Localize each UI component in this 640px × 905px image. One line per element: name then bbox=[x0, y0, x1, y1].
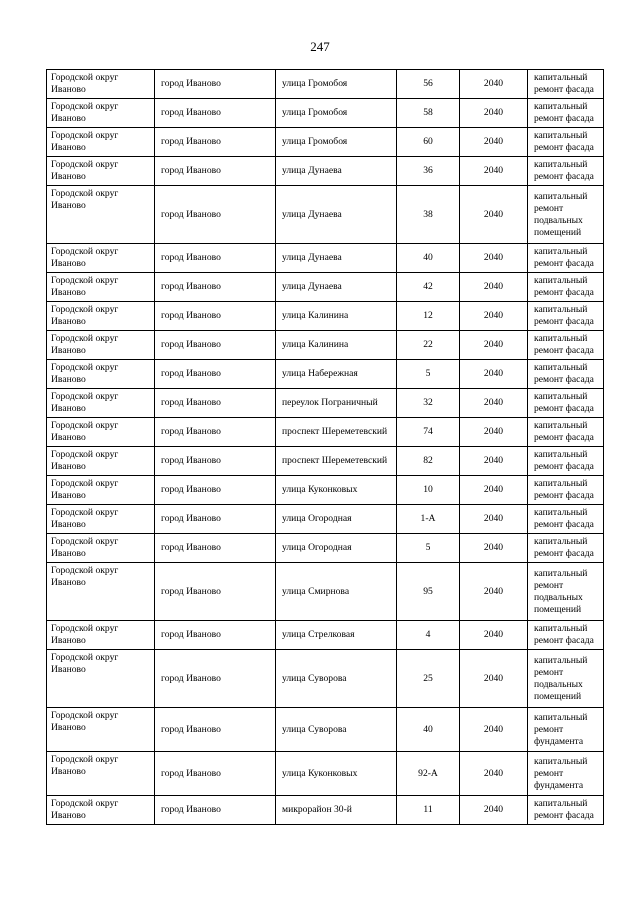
house-number-cell: 12 bbox=[397, 302, 460, 331]
table-row bbox=[47, 534, 604, 563]
table-row bbox=[47, 708, 604, 752]
house-number-cell: 95 bbox=[397, 563, 460, 621]
table-row bbox=[47, 796, 604, 825]
work-type-cell: капитальный ремонт фасада bbox=[528, 796, 604, 825]
street-cell: микрорайон 30-й bbox=[276, 796, 397, 825]
street-cell: улица Дунаева bbox=[276, 157, 397, 186]
year-cell: 2040 bbox=[460, 360, 528, 389]
street-cell: проспект Шереметевский bbox=[276, 418, 397, 447]
page-number: 247 bbox=[310, 39, 330, 54]
work-type-cell: капитальный ремонт фасада bbox=[528, 389, 604, 418]
year-cell: 2040 bbox=[460, 128, 528, 157]
table-row bbox=[47, 447, 604, 476]
work-type-cell: капитальный ремонт подвальных помещений bbox=[528, 563, 604, 621]
house-number-cell: 1-А bbox=[397, 505, 460, 534]
municipality-cell: Городской округ Иваново bbox=[47, 273, 155, 302]
year-cell: 2040 bbox=[460, 418, 528, 447]
street-cell: улица Калинина bbox=[276, 302, 397, 331]
street-cell: улица Дунаева bbox=[276, 244, 397, 273]
table-row bbox=[47, 476, 604, 505]
street-cell: улица Стрелковая bbox=[276, 621, 397, 650]
house-number-cell: 56 bbox=[397, 70, 460, 99]
street-cell: улица Громобоя bbox=[276, 99, 397, 128]
municipality-cell: Городской округ Иваново bbox=[47, 302, 155, 331]
municipality-cell: Городской округ Иваново bbox=[47, 99, 155, 128]
street-cell: улица Набережная bbox=[276, 360, 397, 389]
municipality-cell: Городской округ Иваново bbox=[47, 70, 155, 99]
street-cell: переулок Пограничный bbox=[276, 389, 397, 418]
city-cell: город Иваново bbox=[155, 796, 276, 825]
table-row bbox=[47, 244, 604, 273]
municipality-cell: Городской округ Иваново bbox=[47, 447, 155, 476]
house-number-cell: 22 bbox=[397, 331, 460, 360]
municipality-cell: Городской округ Иваново bbox=[47, 476, 155, 505]
year-cell: 2040 bbox=[460, 650, 528, 708]
street-cell: улица Смирнова bbox=[276, 563, 397, 621]
table-row bbox=[47, 273, 604, 302]
table-row bbox=[47, 505, 604, 534]
street-cell: улица Куконковых bbox=[276, 752, 397, 796]
table-row bbox=[47, 157, 604, 186]
table-row bbox=[47, 70, 604, 99]
house-number-cell: 25 bbox=[397, 650, 460, 708]
municipality-cell: Городской округ Иваново bbox=[47, 128, 155, 157]
house-number-cell: 40 bbox=[397, 708, 460, 752]
street-cell: улица Огородная bbox=[276, 534, 397, 563]
table-row bbox=[47, 186, 604, 244]
work-type-cell: капитальный ремонт фасада bbox=[528, 157, 604, 186]
work-type-cell: капитальный ремонт фасада bbox=[528, 447, 604, 476]
table-row bbox=[47, 389, 604, 418]
year-cell: 2040 bbox=[460, 796, 528, 825]
city-cell: город Иваново bbox=[155, 752, 276, 796]
work-type-cell: капитальный ремонт фасада bbox=[528, 621, 604, 650]
table-row bbox=[47, 563, 604, 621]
house-number-cell: 5 bbox=[397, 360, 460, 389]
city-cell: город Иваново bbox=[155, 331, 276, 360]
city-cell: город Иваново bbox=[155, 534, 276, 563]
year-cell: 2040 bbox=[460, 302, 528, 331]
year-cell: 2040 bbox=[460, 186, 528, 244]
work-type-cell: капитальный ремонт фасада bbox=[528, 505, 604, 534]
street-cell: улица Громобоя bbox=[276, 128, 397, 157]
house-number-cell: 10 bbox=[397, 476, 460, 505]
city-cell: город Иваново bbox=[155, 186, 276, 244]
table-row bbox=[47, 752, 604, 796]
house-number-cell: 60 bbox=[397, 128, 460, 157]
year-cell: 2040 bbox=[460, 447, 528, 476]
table-row bbox=[47, 650, 604, 708]
table-row bbox=[47, 128, 604, 157]
repair-schedule-table bbox=[46, 69, 604, 825]
city-cell: город Иваново bbox=[155, 99, 276, 128]
year-cell: 2040 bbox=[460, 99, 528, 128]
city-cell: город Иваново bbox=[155, 650, 276, 708]
work-type-cell: капитальный ремонт фасада bbox=[528, 273, 604, 302]
city-cell: город Иваново bbox=[155, 708, 276, 752]
year-cell: 2040 bbox=[460, 563, 528, 621]
work-type-cell: капитальный ремонт фасада bbox=[528, 418, 604, 447]
municipality-cell: Городской округ Иваново bbox=[47, 418, 155, 447]
street-cell: улица Суворова bbox=[276, 650, 397, 708]
street-cell: улица Громобоя bbox=[276, 70, 397, 99]
city-cell: город Иваново bbox=[155, 418, 276, 447]
house-number-cell: 42 bbox=[397, 273, 460, 302]
municipality-cell: Городской округ Иваново bbox=[47, 157, 155, 186]
municipality-cell: Городской округ Иваново bbox=[47, 505, 155, 534]
municipality-cell: Городской округ Иваново bbox=[47, 563, 155, 621]
house-number-cell: 36 bbox=[397, 157, 460, 186]
city-cell: город Иваново bbox=[155, 70, 276, 99]
municipality-cell: Городской округ Иваново bbox=[47, 621, 155, 650]
work-type-cell: капитальный ремонт фасада bbox=[528, 534, 604, 563]
house-number-cell: 32 bbox=[397, 389, 460, 418]
street-cell: улица Куконковых bbox=[276, 476, 397, 505]
street-cell: улица Суворова bbox=[276, 708, 397, 752]
work-type-cell: капитальный ремонт фасада bbox=[528, 476, 604, 505]
street-cell: улица Дунаева bbox=[276, 273, 397, 302]
city-cell: город Иваново bbox=[155, 244, 276, 273]
municipality-cell: Городской округ Иваново bbox=[47, 752, 155, 796]
year-cell: 2040 bbox=[460, 505, 528, 534]
municipality-cell: Городской округ Иваново bbox=[47, 331, 155, 360]
year-cell: 2040 bbox=[460, 476, 528, 505]
work-type-cell: капитальный ремонт фасада bbox=[528, 128, 604, 157]
municipality-cell: Городской округ Иваново bbox=[47, 360, 155, 389]
house-number-cell: 74 bbox=[397, 418, 460, 447]
year-cell: 2040 bbox=[460, 708, 528, 752]
municipality-cell: Городской округ Иваново bbox=[47, 708, 155, 752]
work-type-cell: капитальный ремонт фасада bbox=[528, 244, 604, 273]
table-row bbox=[47, 331, 604, 360]
municipality-cell: Городской округ Иваново bbox=[47, 244, 155, 273]
city-cell: город Иваново bbox=[155, 360, 276, 389]
year-cell: 2040 bbox=[460, 273, 528, 302]
work-type-cell: капитальный ремонт подвальных помещений bbox=[528, 650, 604, 708]
work-type-cell: капитальный ремонт фундамента bbox=[528, 752, 604, 796]
city-cell: город Иваново bbox=[155, 505, 276, 534]
year-cell: 2040 bbox=[460, 331, 528, 360]
house-number-cell: 58 bbox=[397, 99, 460, 128]
house-number-cell: 82 bbox=[397, 447, 460, 476]
house-number-cell: 4 bbox=[397, 621, 460, 650]
table-row bbox=[47, 360, 604, 389]
table-row bbox=[47, 621, 604, 650]
work-type-cell: капитальный ремонт фасада bbox=[528, 70, 604, 99]
work-type-cell: капитальный ремонт подвальных помещений bbox=[528, 186, 604, 244]
house-number-cell: 11 bbox=[397, 796, 460, 825]
municipality-cell: Городской округ Иваново bbox=[47, 796, 155, 825]
year-cell: 2040 bbox=[460, 389, 528, 418]
city-cell: город Иваново bbox=[155, 563, 276, 621]
work-type-cell: капитальный ремонт фасада bbox=[528, 331, 604, 360]
year-cell: 2040 bbox=[460, 70, 528, 99]
house-number-cell: 40 bbox=[397, 244, 460, 273]
municipality-cell: Городской округ Иваново bbox=[47, 534, 155, 563]
street-cell: проспект Шереметевский bbox=[276, 447, 397, 476]
table-row bbox=[47, 418, 604, 447]
municipality-cell: Городской округ Иваново bbox=[47, 389, 155, 418]
house-number-cell: 38 bbox=[397, 186, 460, 244]
street-cell: улица Огородная bbox=[276, 505, 397, 534]
table-row bbox=[47, 302, 604, 331]
work-type-cell: капитальный ремонт фундамента bbox=[528, 708, 604, 752]
house-number-cell: 92-А bbox=[397, 752, 460, 796]
city-cell: город Иваново bbox=[155, 476, 276, 505]
work-type-cell: капитальный ремонт фасада bbox=[528, 99, 604, 128]
municipality-cell: Городской округ Иваново bbox=[47, 650, 155, 708]
city-cell: город Иваново bbox=[155, 302, 276, 331]
house-number-cell: 5 bbox=[397, 534, 460, 563]
work-type-cell: капитальный ремонт фасада bbox=[528, 360, 604, 389]
year-cell: 2040 bbox=[460, 157, 528, 186]
municipality-cell: Городской округ Иваново bbox=[47, 186, 155, 244]
year-cell: 2040 bbox=[460, 534, 528, 563]
year-cell: 2040 bbox=[460, 752, 528, 796]
street-cell: улица Калинина bbox=[276, 331, 397, 360]
city-cell: город Иваново bbox=[155, 273, 276, 302]
city-cell: город Иваново bbox=[155, 128, 276, 157]
city-cell: город Иваново bbox=[155, 389, 276, 418]
year-cell: 2040 bbox=[460, 244, 528, 273]
city-cell: город Иваново bbox=[155, 621, 276, 650]
work-type-cell: капитальный ремонт фасада bbox=[528, 302, 604, 331]
street-cell: улица Дунаева bbox=[276, 186, 397, 244]
city-cell: город Иваново bbox=[155, 447, 276, 476]
year-cell: 2040 bbox=[460, 621, 528, 650]
table-row bbox=[47, 99, 604, 128]
city-cell: город Иваново bbox=[155, 157, 276, 186]
